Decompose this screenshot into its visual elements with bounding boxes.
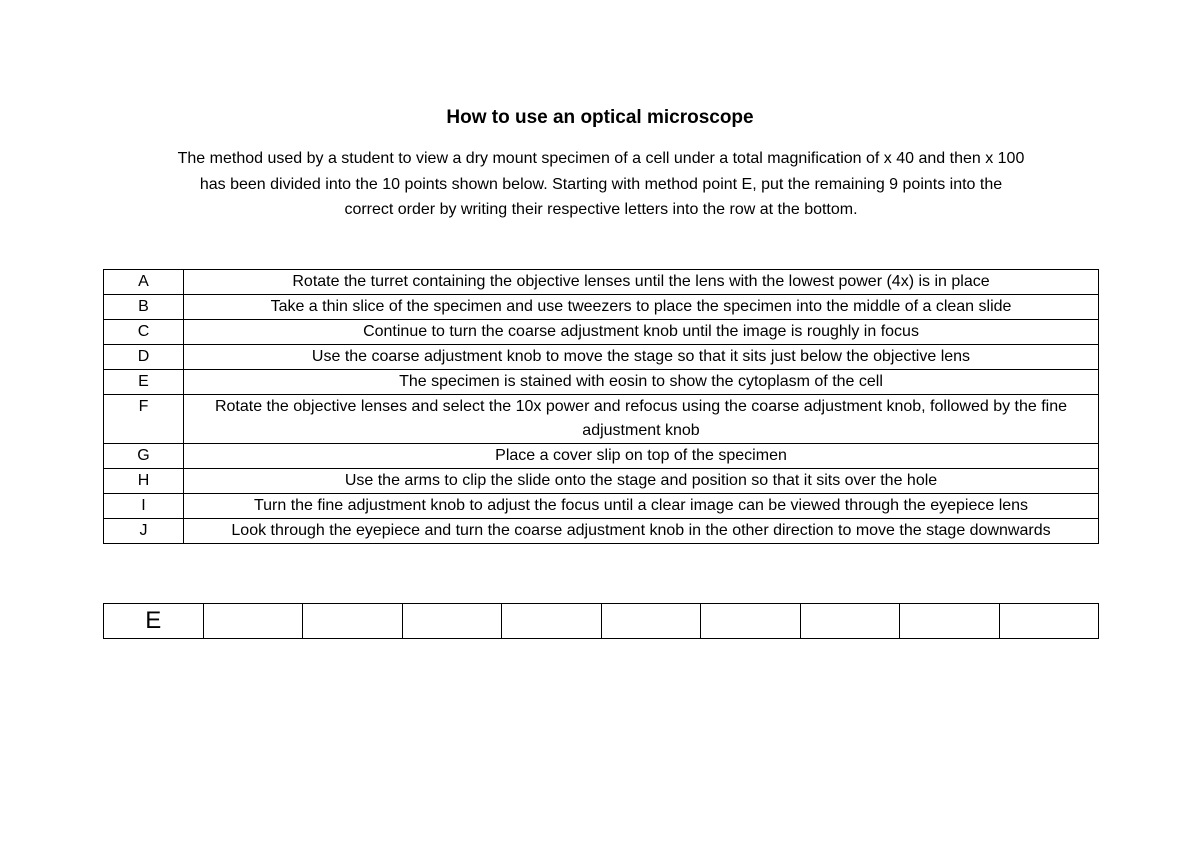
method-letter: A (104, 270, 184, 295)
method-text: Use the arms to clip the slide onto the stage and position so that it sits over the hole (184, 469, 1099, 494)
method-text: Take a thin slice of the specimen and use tweezers to place the specimen into the middle of a clean slide (184, 295, 1099, 320)
table-row (104, 345, 1099, 370)
answer-cell[interactable] (601, 604, 701, 639)
answer-cell[interactable] (303, 604, 403, 639)
method-text: Use the coarse adjustment knob to move the stage so that it sits just below the objective lens (184, 345, 1099, 370)
method-letter: C (104, 320, 184, 345)
answer-cell[interactable] (999, 604, 1099, 639)
instructions-line: The method used by a student to view a dry mount specimen of a cell under a total magnification of x 40 and then x 100 (177, 150, 1025, 167)
table-row (104, 395, 1099, 444)
answer-cell[interactable] (402, 604, 502, 639)
method-letter: E (104, 370, 184, 395)
method-text: Look through the eyepiece and turn the coarse adjustment knob in the other direction to move the stage downwards (184, 519, 1099, 544)
method-text: Place a cover slip on top of the specimen (184, 444, 1099, 469)
method-letter: G (104, 444, 184, 469)
method-letter: F (104, 395, 184, 444)
method-text: Turn the fine adjustment knob to adjust the focus until a clear image can be viewed through the eyepiece lens (184, 494, 1099, 519)
page-title: How to use an optical microscope (446, 107, 754, 128)
answer-order-row (103, 603, 1099, 639)
answer-cell[interactable] (203, 604, 303, 639)
answer-cell[interactable] (701, 604, 801, 639)
table-row (104, 270, 1099, 295)
answer-cell[interactable] (900, 604, 1000, 639)
answer-cell[interactable] (800, 604, 900, 639)
method-text: Rotate the turret containing the objective lenses until the lens with the lowest power (4x) is in place (184, 270, 1099, 295)
table-row (104, 320, 1099, 345)
method-text: Continue to turn the coarse adjustment knob until the image is roughly in focus (184, 320, 1099, 345)
instructions-line: has been divided into the 10 points shown below. Starting with method point E, put the remaining 9 points into the (199, 175, 1003, 193)
instructions-paragraph (104, 146, 1098, 223)
table-row (104, 469, 1099, 494)
method-letter: H (104, 469, 184, 494)
table-row (104, 370, 1099, 395)
method-points-table (103, 269, 1099, 544)
answer-row (104, 604, 1099, 639)
method-letter: J (104, 519, 184, 544)
method-letter: I (104, 494, 184, 519)
method-text: Rotate the objective lenses and select the 10x power and refocus using the coarse adjustment knob, followed by the fine adjustment knob (184, 395, 1099, 444)
table-row (104, 444, 1099, 469)
table-row (104, 295, 1099, 320)
table-row (104, 519, 1099, 544)
answer-cell[interactable]: E (104, 604, 204, 639)
method-letter: B (104, 295, 184, 320)
instructions-line: correct order by writing their respective letters into the row at the bottom. (344, 201, 858, 218)
method-text: The specimen is stained with eosin to show the cytoplasm of the cell (184, 370, 1099, 395)
table-row (104, 494, 1099, 519)
method-letter: D (104, 345, 184, 370)
answer-cell[interactable] (502, 604, 602, 639)
